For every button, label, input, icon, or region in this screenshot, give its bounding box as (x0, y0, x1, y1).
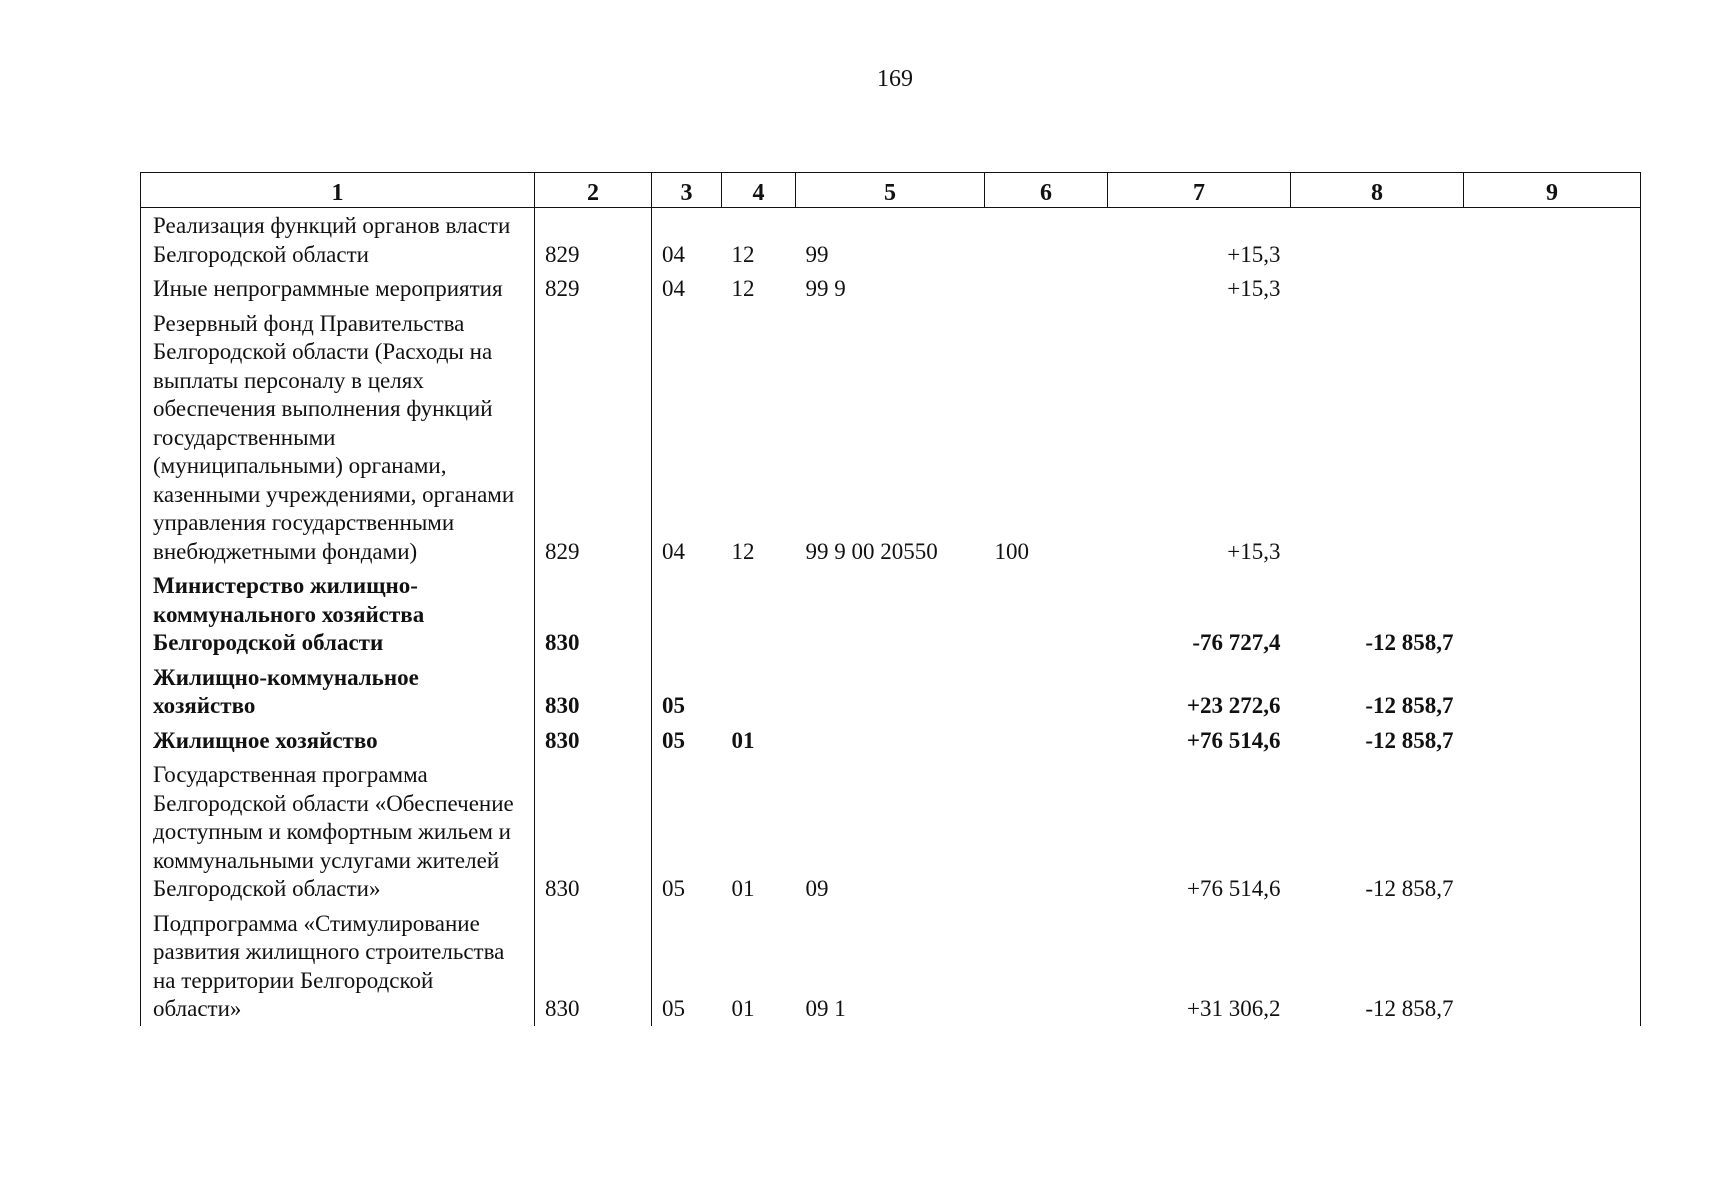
header-row (141, 173, 1641, 208)
cell-ved: 830 (535, 723, 652, 758)
cell-target-article (796, 568, 985, 660)
cell-amount-8: -12 858,7 (1365, 727, 1454, 753)
row-name: Государственная программа Белгородской области «Обеспечение доступным и комфортным жильем и коммунальными услугами жителей Белгородской области» (141, 757, 535, 906)
cell-amount-9 (1464, 660, 1641, 723)
row-name: Резервный фонд Правительства Белгородской области (Расходы на выплаты персоналу в целях обеспечения выполнения функций государственными (муниципальными) органами, казенными учреждениями, органами управления государственными внебюджетными фондами) (141, 306, 535, 569)
cell-amount-7: +15,3 (1227, 241, 1281, 267)
table-row (141, 306, 1641, 569)
cell-expense-type: 100 (994, 538, 1029, 564)
cell-ved: 830 (535, 757, 652, 906)
table-header (141, 173, 1641, 208)
header-col-2: 2 (535, 173, 652, 208)
cell-target-article: 09 (805, 876, 829, 901)
cell-expense-type (985, 271, 1108, 306)
cell-section: 05 (652, 723, 722, 758)
header-col-3: 3 (652, 173, 722, 208)
header-col-7: 7 (1108, 173, 1291, 208)
cell-amount-7: +76 514,6 (1186, 727, 1281, 753)
cell-amount-7: +31 306,2 (1187, 996, 1281, 1021)
cell-expense-type (985, 723, 1108, 758)
cell-amount-8 (1291, 208, 1464, 272)
cell-subsection: 12 (731, 538, 755, 564)
cell-subsection (722, 568, 796, 660)
cell-amount-7: -76 727,4 (1192, 630, 1281, 655)
cell-target-article (796, 660, 985, 723)
cell-section: 05 (652, 757, 722, 906)
cell-section: 04 (652, 306, 722, 569)
cell-target-article (796, 723, 985, 758)
budget-table (140, 172, 1641, 1026)
cell-amount-9 (1464, 568, 1641, 660)
cell-expense-type (985, 906, 1108, 1026)
cell-amount-9 (1464, 208, 1641, 272)
cell-ved: 829 (535, 208, 652, 272)
row-name: Жилищно-коммунальное хозяйство (141, 660, 535, 723)
row-name: Министерство жилищно-коммунального хозяйства Белгородской области (141, 568, 535, 660)
table-row (141, 271, 1641, 306)
cell-target-article: 99 9 (805, 276, 846, 301)
row-name: Подпрограмма «Стимулирование развития жилищного строительства на территории Белгородской области» (141, 906, 535, 1026)
cell-target-article: 09 1 (805, 996, 846, 1021)
header-col-5: 5 (796, 173, 985, 208)
cell-amount-8: -12 858,7 (1365, 996, 1454, 1021)
header-col-6: 6 (985, 173, 1108, 208)
cell-target-article: 99 (805, 241, 829, 267)
cell-amount-8: -12 858,7 (1365, 630, 1454, 655)
cell-target-article: 99 9 00 20550 (805, 538, 938, 564)
cell-subsection: 01 (731, 727, 755, 753)
table-row (141, 906, 1641, 1026)
header-col-1: 1 (141, 173, 535, 208)
row-name: Реализация функций органов власти Белгородской области (141, 208, 535, 272)
row-name: Иные непрограммные мероприятия (141, 271, 535, 306)
cell-subsection (722, 660, 796, 723)
cell-section: 04 (652, 271, 722, 306)
cell-section: 04 (652, 208, 722, 272)
table-row (141, 568, 1641, 660)
table-row (141, 723, 1641, 758)
cell-ved: 829 (535, 306, 652, 569)
cell-expense-type (985, 660, 1108, 723)
page-number: 169 (877, 66, 913, 92)
cell-amount-8 (1291, 306, 1464, 569)
cell-amount-7: +15,3 (1227, 276, 1281, 301)
header-col-8: 8 (1291, 173, 1464, 208)
budget-table-wrap (140, 172, 1640, 1026)
table-body (141, 208, 1641, 1026)
cell-subsection: 01 (731, 876, 755, 901)
cell-expense-type (985, 568, 1108, 660)
cell-expense-type (985, 208, 1108, 272)
cell-section: 05 (652, 660, 722, 723)
cell-amount-7: +15,3 (1227, 538, 1281, 564)
cell-subsection: 12 (731, 276, 755, 301)
cell-section: 05 (652, 906, 722, 1026)
cell-subsection: 12 (731, 241, 755, 267)
table-row (141, 208, 1641, 272)
table-row (141, 757, 1641, 906)
row-name: Жилищное хозяйство (141, 723, 535, 758)
cell-expense-type (985, 757, 1108, 906)
cell-ved: 829 (535, 271, 652, 306)
cell-subsection: 01 (731, 996, 755, 1021)
cell-amount-9 (1464, 271, 1641, 306)
cell-ved: 830 (535, 660, 652, 723)
cell-section (652, 568, 722, 660)
cell-amount-9 (1464, 757, 1641, 906)
table-row (141, 660, 1641, 723)
cell-amount-9 (1464, 906, 1641, 1026)
cell-amount-7: +76 514,6 (1187, 876, 1281, 901)
header-col-9: 9 (1464, 173, 1641, 208)
cell-ved: 830 (535, 568, 652, 660)
cell-amount-8 (1291, 271, 1464, 306)
cell-amount-9 (1464, 306, 1641, 569)
cell-ved: 830 (535, 906, 652, 1026)
cell-amount-9 (1464, 723, 1641, 758)
cell-amount-8: -12 858,7 (1365, 693, 1454, 718)
cell-amount-8: -12 858,7 (1365, 876, 1454, 901)
cell-amount-7: +23 272,6 (1186, 693, 1281, 718)
header-col-4: 4 (722, 173, 796, 208)
